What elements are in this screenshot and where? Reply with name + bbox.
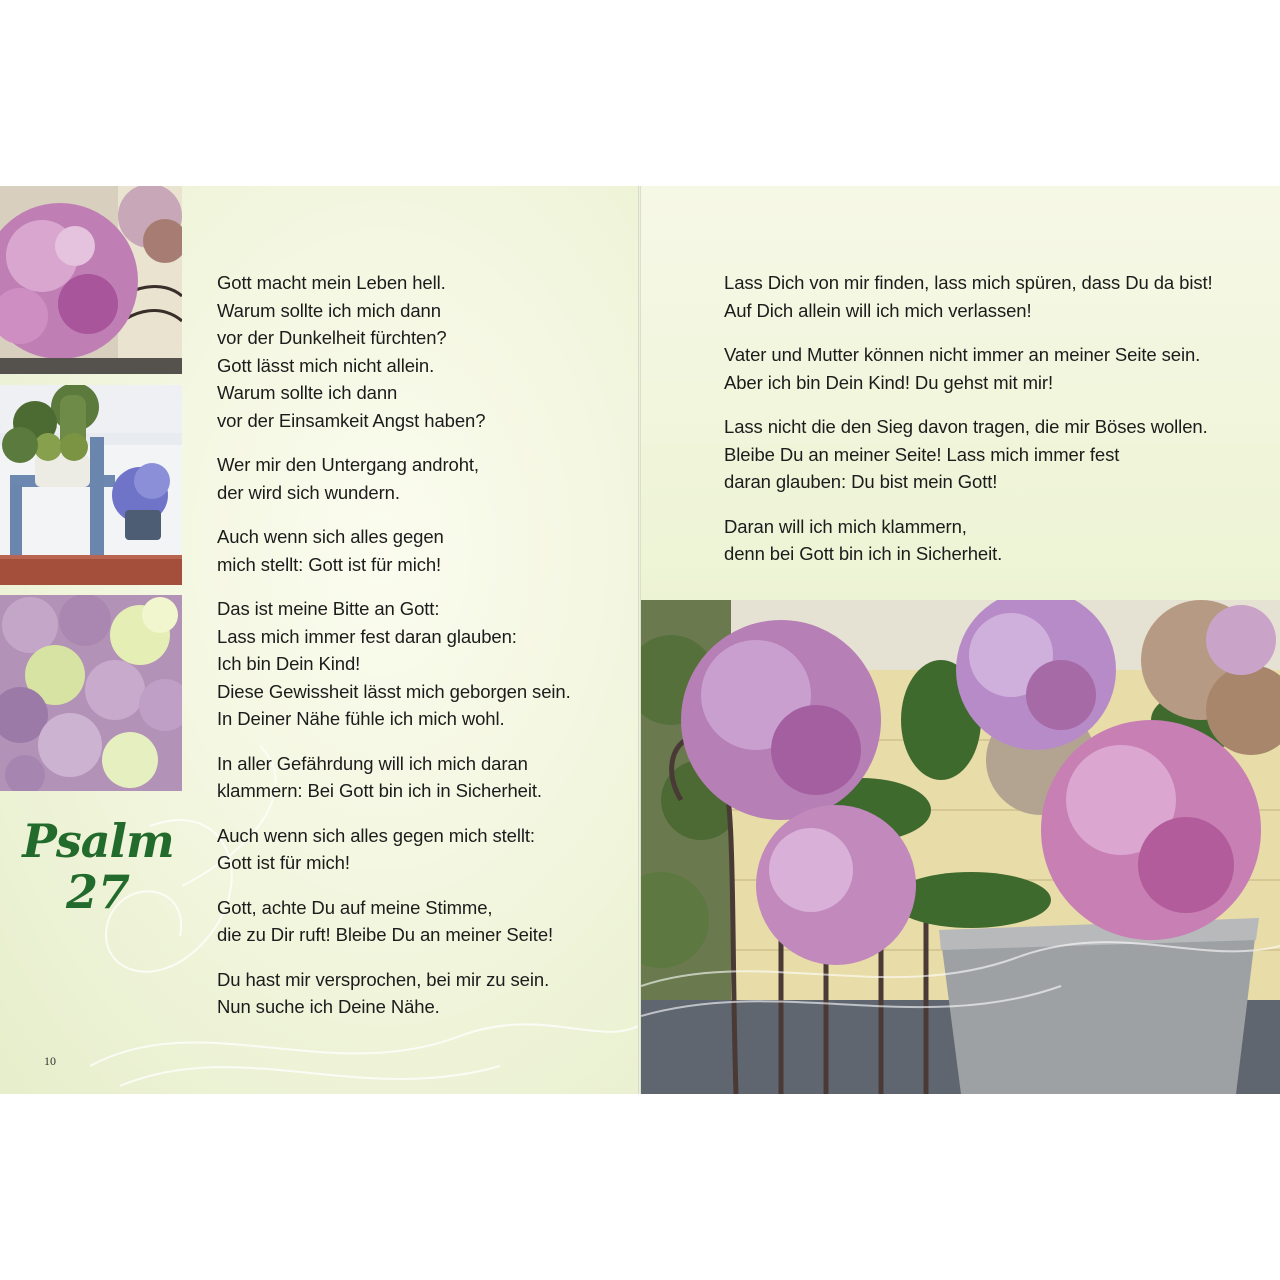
poem-line: Lass mich immer fest daran glauben: <box>217 625 517 647</box>
poem-line: Lass Dich von mir finden, lass mich spüren, dass Du da bist! <box>724 272 1213 293</box>
stanza <box>217 269 571 434</box>
stanza <box>217 523 571 578</box>
psalm-number: 27 <box>65 865 130 919</box>
garden-bench-photo <box>0 385 182 585</box>
stanza <box>217 750 571 805</box>
left-page <box>0 186 638 1094</box>
poem-line: daran glauben: Du bist mein Gott! <box>724 471 998 492</box>
left-poem <box>217 269 571 1038</box>
psalm-title <box>14 816 182 918</box>
poem-line: klammern: Bei Gott bin ich in Sicherheit. <box>217 780 542 801</box>
stanza <box>724 341 1213 396</box>
poem-line: Daran will ich mich klammern, <box>724 515 967 537</box>
poem-line: Auch wenn sich alles gegen mich stellt: <box>217 824 535 846</box>
poem-line: In aller Gefährdung will ich mich daran <box>217 752 528 774</box>
stanza <box>724 413 1213 496</box>
stanza <box>217 966 571 1021</box>
poem-line: vor der Dunkelheit fürchten? <box>217 327 447 348</box>
stanza <box>724 513 1213 568</box>
poem-line: vor der Einsamkeit Angst haben? <box>217 409 486 431</box>
poem-line: Auf Dich allein will ich mich verlassen! <box>724 299 1032 321</box>
poem-line: Bleibe Du an meiner Seite! Lass mich immer fest <box>724 443 1120 465</box>
poem-line: Auch wenn sich alles gegen <box>217 526 444 547</box>
poem-line: Du hast mir versprochen, bei mir zu sein. <box>217 968 550 990</box>
page-number: 10 <box>44 1054 56 1068</box>
poem-line: Aber ich bin Dein Kind! Du gehst mit mir! <box>724 371 1054 393</box>
poem-line: In Deiner Nähe fühle ich mich wohl. <box>217 708 505 729</box>
poem-line: Gott macht mein Leben hell. <box>217 272 446 293</box>
hydrangea-bucket-photo <box>641 600 1280 1094</box>
hydrangea-photo-1 <box>0 186 182 374</box>
poem-line: Ich bin Dein Kind! <box>217 653 361 674</box>
poem-line: Warum sollte ich dann <box>217 382 398 403</box>
right-page <box>641 186 1280 1094</box>
poem-line: Gott ist für mich! <box>217 852 350 873</box>
psalm-word: Psalm <box>22 814 174 868</box>
stanza <box>217 451 571 506</box>
poem-line: der wird sich wundern. <box>217 481 400 503</box>
hydrangea-closeup-photo <box>0 595 182 791</box>
poem-line: Warum sollte ich mich dann <box>217 299 441 321</box>
stanza <box>724 269 1213 324</box>
right-poem <box>724 269 1213 585</box>
poem-line: Lass nicht die den Sieg davon tragen, die mir Böses wollen. <box>724 416 1208 437</box>
book-spread <box>0 186 1280 1094</box>
stanza <box>217 822 571 877</box>
poem-line: die zu Dir ruft! Bleibe Du an meiner Seite! <box>217 924 554 945</box>
poem-line: mich stellt: Gott ist für mich! <box>217 553 442 575</box>
poem-line: Das ist meine Bitte an Gott: <box>217 598 440 619</box>
poem-line: denn bei Gott bin ich in Sicherheit. <box>724 543 1003 564</box>
poem-line: Gott lässt mich nicht allein. <box>217 354 435 376</box>
stanza <box>217 595 571 733</box>
stanza <box>217 894 571 949</box>
poem-line: Gott, achte Du auf meine Stimme, <box>217 896 493 918</box>
poem-line: Vater und Mutter können nicht immer an meiner Seite sein. <box>724 344 1201 365</box>
poem-line: Wer mir den Untergang androht, <box>217 454 479 475</box>
poem-line: Nun suche ich Deine Nähe. <box>217 996 440 1017</box>
poem-line: Diese Gewissheit lässt mich geborgen sein. <box>217 680 571 702</box>
